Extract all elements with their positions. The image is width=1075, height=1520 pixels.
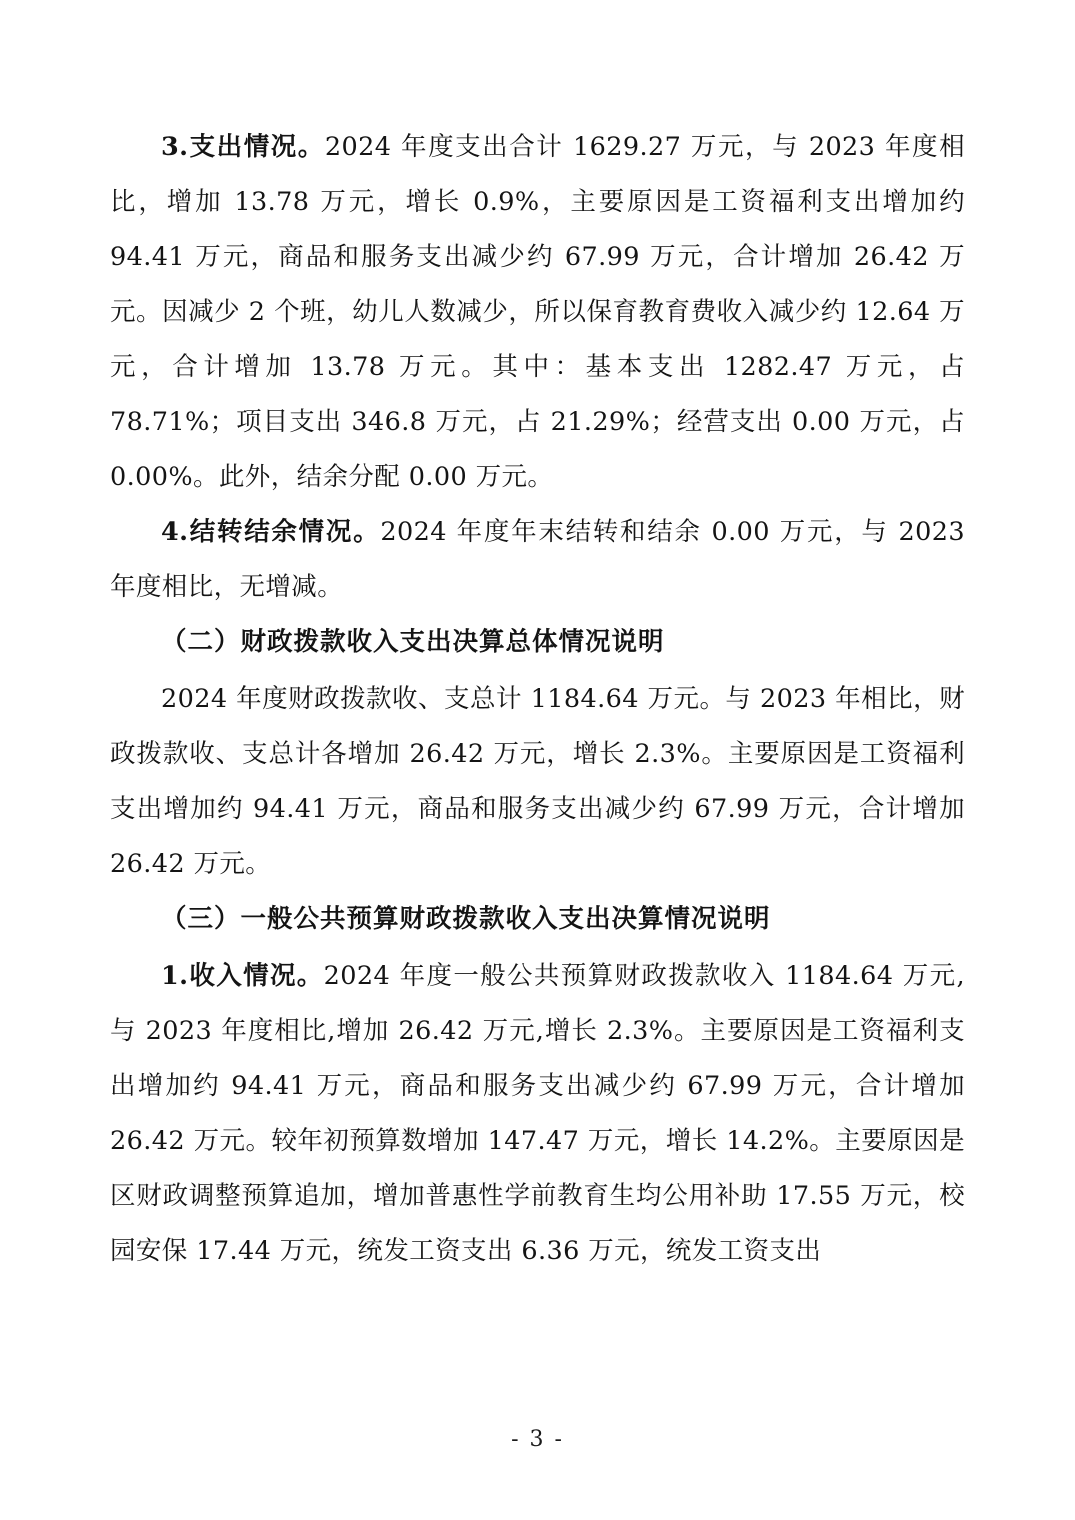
paragraph-expenditure-lead: 3.支出情况。 xyxy=(161,132,325,162)
paragraph-carryover-lead: 4.结转结余情况。 xyxy=(161,517,381,547)
paragraph-income-text: 2024 年度一般公共预算财政拨款收入 1184.64 万元,与 2023 年度相比,增加 26.42 万元,增长 2.3%。主要原因是工资福利支出增加约 94.41 万元，商品和服务支出减少约 67.99 万元，合计增加 26.42 万元。较年初预算数增加 147.47 万元，增长 14.2%。主要原因是区财政调整预算追加，增加普惠性学前教育生均公用补助 17.55 万元，校园安保 17.44 万元，统发工资支出 6.36 万元，统发工资支出 xyxy=(110,961,966,1266)
paragraph-section-two-body xyxy=(110,672,965,892)
heading-section-three: （三）一般公共预算财政拨款收入支出决算情况说明 xyxy=(161,904,771,934)
page-number: - 3 - xyxy=(511,1427,564,1452)
paragraph-carryover-text: 2024 年度年末结转和结余 0.00 万元，与 2023 年度相比，无增减。 xyxy=(110,517,965,602)
paragraph-income-lead: 1.收入情况。 xyxy=(161,961,324,991)
paragraph-income xyxy=(110,949,965,1279)
paragraph-expenditure-text: 2024 年度支出合计 1629.27 万元，与 2023 年度相比，增加 13.78 万元，增长 0.9%，主要原因是工资福利支出增加约 94.41 万元，商品和服务支出减少约 67.99 万元，合计增加 26.42 万元。因减少 2 个班，幼儿人数减少，所以保育教育费收入减少约 12.64 万元，合计增加 13.78 万元。其中：基本支出 1282.47 万元，占 78.71%；项目支出 346.8 万元，占 21.29%；经营支出 0.00 万元，占 0.00%。此外，结余分配 0.00 万元。 xyxy=(110,132,965,492)
paragraph-section-two-text: 2024 年度财政拨款收、支总计 1184.64 万元。与 2023 年相比，财政拨款收、支总计各增加 26.42 万元，增长 2.3%。主要原因是工资福利支出增加约 94.41 万元，商品和服务支出减少约 67.99 万元，合计增加 26.42 万元。 xyxy=(110,684,965,879)
document-body xyxy=(110,120,965,1279)
heading-section-two: （二）财政拨款收入支出决算总体情况说明 xyxy=(161,627,665,657)
paragraph-carryover xyxy=(110,505,965,615)
paragraph-expenditure xyxy=(110,120,965,505)
